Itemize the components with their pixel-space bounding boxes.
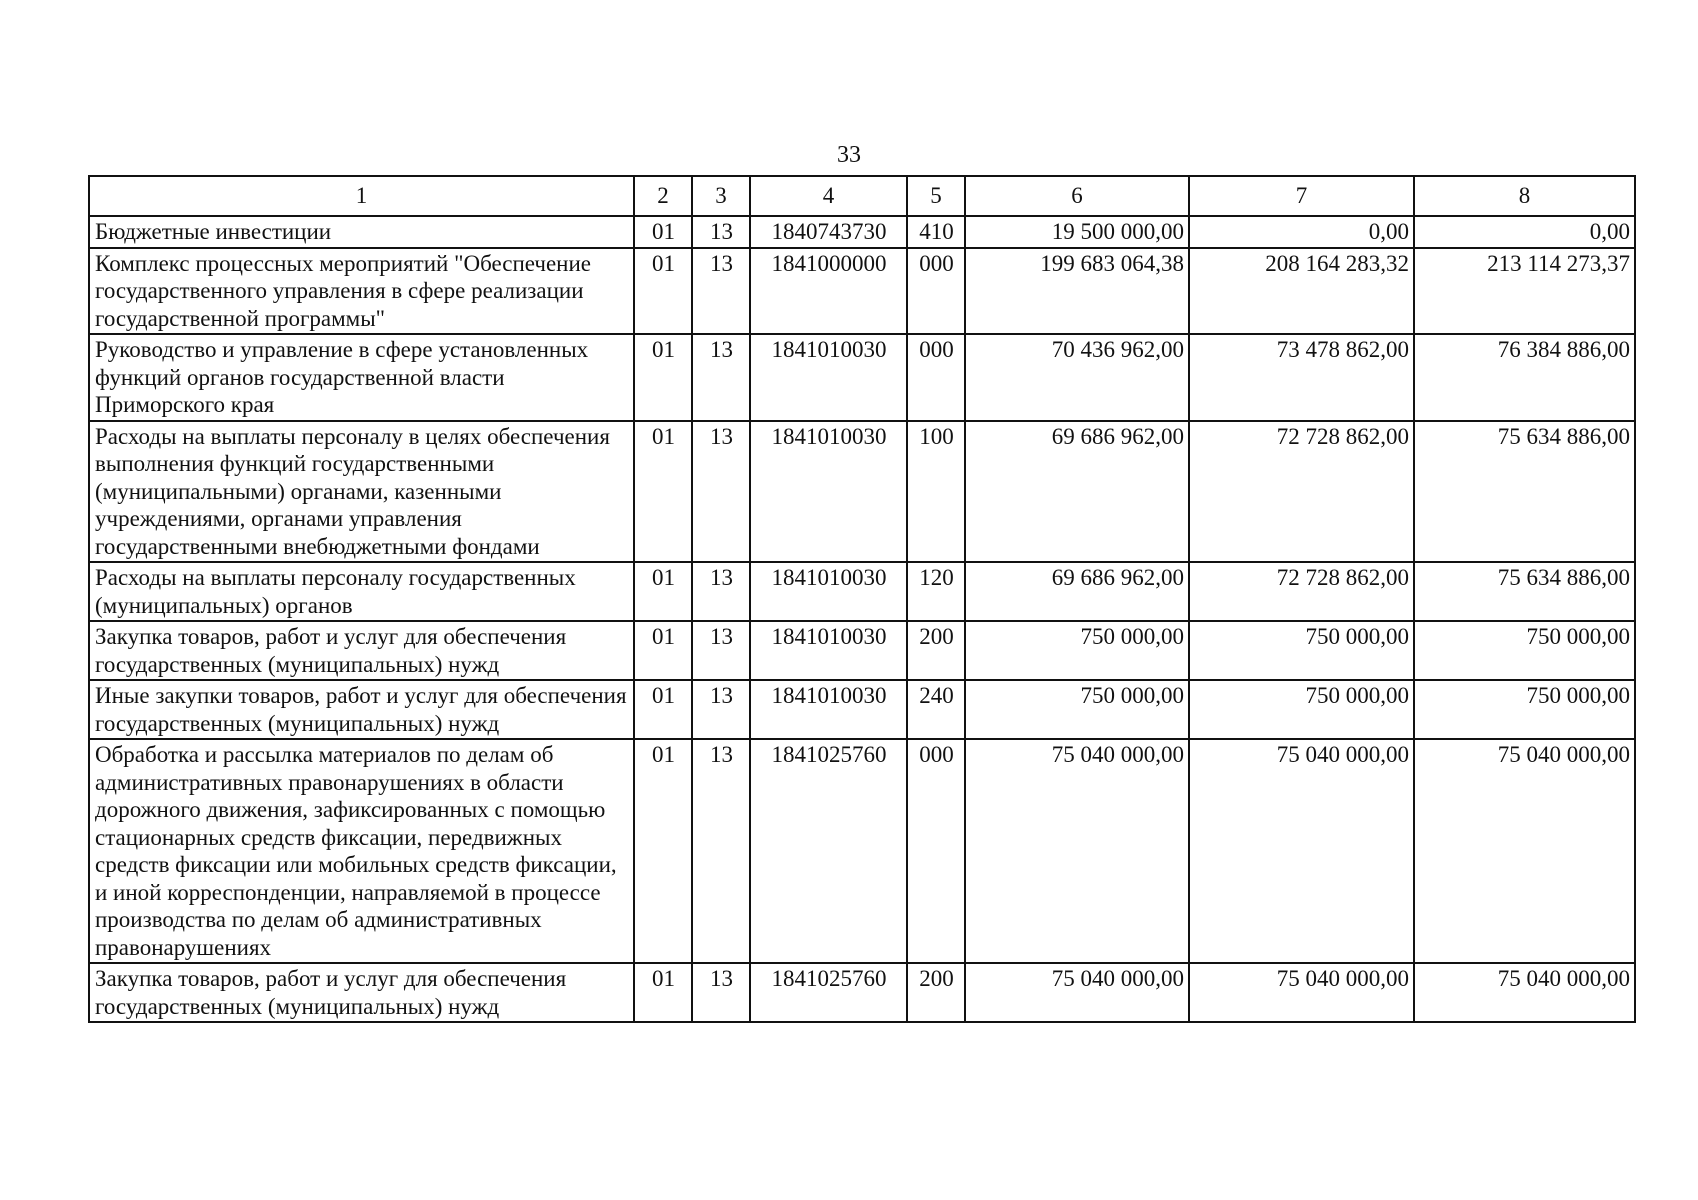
row-pr: 13 (692, 562, 750, 621)
row-amount-8: 750 000,00 (1414, 621, 1635, 680)
row-csr: 1841010030 (750, 621, 907, 680)
row-amount-7: 75 040 000,00 (1189, 739, 1414, 963)
row-pr: 13 (692, 334, 750, 421)
row-csr: 1841000000 (750, 248, 907, 335)
row-name: Комплекс процессных мероприятий "Обеспечение государственного управления в сфере реализации государственной программы" (89, 248, 634, 335)
row-pr: 13 (692, 421, 750, 563)
row-csr: 1841010030 (750, 562, 907, 621)
row-amount-7: 750 000,00 (1189, 621, 1414, 680)
column-header: 3 (692, 176, 750, 216)
row-rz: 01 (634, 421, 692, 563)
row-csr: 1841025760 (750, 963, 907, 1022)
row-pr: 13 (692, 963, 750, 1022)
row-amount-7: 72 728 862,00 (1189, 562, 1414, 621)
page-number: 33 (837, 142, 861, 168)
row-amount-8: 213 114 273,37 (1414, 248, 1635, 335)
row-amount-8: 750 000,00 (1414, 680, 1635, 739)
row-amount-8: 75 634 886,00 (1414, 421, 1635, 563)
row-rz: 01 (634, 562, 692, 621)
row-pr: 13 (692, 739, 750, 963)
row-name: Обработка и рассылка материалов по делам об административных правонарушениях в области дорожного движения, зафиксированных с помощью стационарных средств фиксации, передвижных средств фиксации или мобильных средств фиксации, и иной корреспонденции, направляемой в процессе производства по делам об административных правонарушениях (89, 739, 634, 963)
row-pr: 13 (692, 680, 750, 739)
table-row (89, 248, 1635, 335)
row-amount-6: 19 500 000,00 (965, 216, 1189, 248)
row-vr: 000 (907, 334, 965, 421)
row-rz: 01 (634, 216, 692, 248)
row-rz: 01 (634, 963, 692, 1022)
row-vr: 240 (907, 680, 965, 739)
row-vr: 200 (907, 963, 965, 1022)
row-amount-8: 76 384 886,00 (1414, 334, 1635, 421)
row-name: Закупка товаров, работ и услуг для обеспечения государственных (муниципальных) нужд (89, 963, 634, 1022)
row-vr: 200 (907, 621, 965, 680)
row-vr: 000 (907, 739, 965, 963)
row-csr: 1841025760 (750, 739, 907, 963)
table-row (89, 963, 1635, 1022)
table-row (89, 739, 1635, 963)
row-amount-7: 750 000,00 (1189, 680, 1414, 739)
row-name: Расходы на выплаты персоналу в целях обеспечения выполнения функций государственными (муниципальными) органами, казенными учреждениями, органами управления государственными внебюджетными фондами (89, 421, 634, 563)
row-amount-6: 69 686 962,00 (965, 562, 1189, 621)
row-name: Расходы на выплаты персоналу государственных (муниципальных) органов (89, 562, 634, 621)
table-row (89, 334, 1635, 421)
row-amount-8: 0,00 (1414, 216, 1635, 248)
row-vr: 120 (907, 562, 965, 621)
row-rz: 01 (634, 248, 692, 335)
column-header: 1 (89, 176, 634, 216)
row-amount-6: 75 040 000,00 (965, 739, 1189, 963)
row-amount-7: 208 164 283,32 (1189, 248, 1414, 335)
row-name: Закупка товаров, работ и услуг для обеспечения государственных (муниципальных) нужд (89, 621, 634, 680)
row-amount-7: 0,00 (1189, 216, 1414, 248)
row-pr: 13 (692, 248, 750, 335)
row-name: Бюджетные инвестиции (89, 216, 634, 248)
row-amount-8: 75 634 886,00 (1414, 562, 1635, 621)
row-amount-7: 73 478 862,00 (1189, 334, 1414, 421)
row-amount-6: 69 686 962,00 (965, 421, 1189, 563)
row-amount-7: 75 040 000,00 (1189, 963, 1414, 1022)
column-header: 2 (634, 176, 692, 216)
column-header: 7 (1189, 176, 1414, 216)
row-pr: 13 (692, 621, 750, 680)
row-vr: 410 (907, 216, 965, 248)
row-amount-6: 750 000,00 (965, 680, 1189, 739)
row-rz: 01 (634, 621, 692, 680)
row-amount-7: 72 728 862,00 (1189, 421, 1414, 563)
row-csr: 1841010030 (750, 334, 907, 421)
budget-table (88, 175, 1636, 1023)
table-row (89, 621, 1635, 680)
row-csr: 1841010030 (750, 421, 907, 563)
row-pr: 13 (692, 216, 750, 248)
row-csr: 1840743730 (750, 216, 907, 248)
column-header: 8 (1414, 176, 1635, 216)
row-amount-6: 75 040 000,00 (965, 963, 1189, 1022)
row-rz: 01 (634, 680, 692, 739)
table-row (89, 216, 1635, 248)
column-header: 6 (965, 176, 1189, 216)
row-amount-8: 75 040 000,00 (1414, 963, 1635, 1022)
row-amount-8: 75 040 000,00 (1414, 739, 1635, 963)
table-row (89, 680, 1635, 739)
row-vr: 000 (907, 248, 965, 335)
column-header: 5 (907, 176, 965, 216)
row-rz: 01 (634, 334, 692, 421)
row-csr: 1841010030 (750, 680, 907, 739)
row-amount-6: 750 000,00 (965, 621, 1189, 680)
row-amount-6: 70 436 962,00 (965, 334, 1189, 421)
header-row (89, 176, 1635, 216)
row-vr: 100 (907, 421, 965, 563)
row-name: Иные закупки товаров, работ и услуг для обеспечения государственных (муниципальных) нужд (89, 680, 634, 739)
table-row (89, 421, 1635, 563)
table-row (89, 562, 1635, 621)
row-name: Руководство и управление в сфере установленных функций органов государственной власти Приморского края (89, 334, 634, 421)
row-rz: 01 (634, 739, 692, 963)
row-amount-6: 199 683 064,38 (965, 248, 1189, 335)
column-header: 4 (750, 176, 907, 216)
